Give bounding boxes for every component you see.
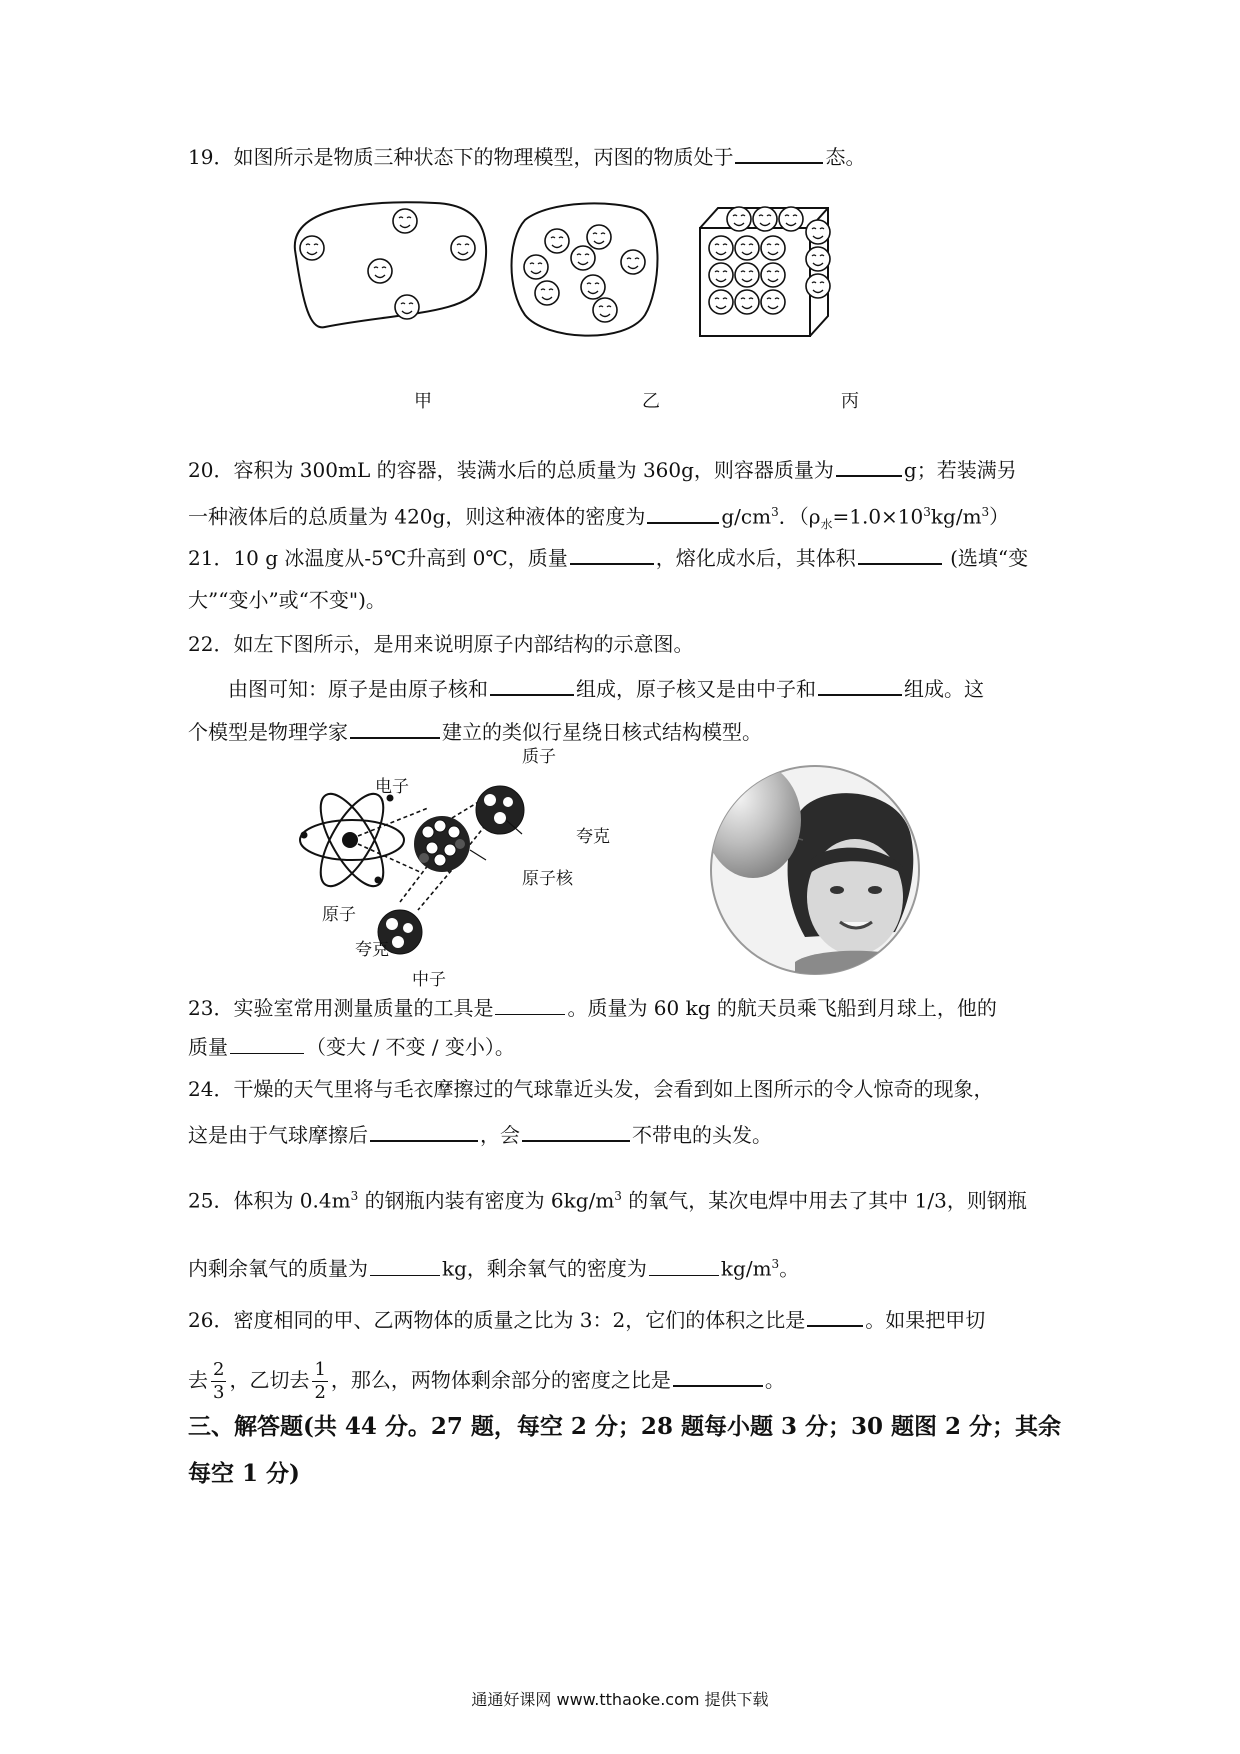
q21-line1 — [188, 543, 1028, 572]
liquid-particle — [535, 281, 559, 305]
label-quark-bottom: 夸克 — [355, 940, 389, 960]
q23-text: （变大 / 不变 / 变小）。 — [306, 1035, 515, 1059]
q26-text: 26．密度相同的甲、乙两物体的质量之比为 3：2，它们的体积之比是 — [188, 1308, 806, 1332]
q20-line1 — [188, 455, 1017, 484]
q20-text: ．（ρ — [778, 504, 821, 529]
frac-denominator: 3 — [213, 1382, 225, 1403]
q21-text: (选填“变 — [943, 546, 1029, 570]
q20-text: =1.0×10 — [832, 504, 924, 529]
q23-text: 23．实验室常用测量质量的工具是 — [188, 996, 494, 1020]
q23-line2 — [188, 1033, 515, 1061]
liquid-particle — [587, 225, 611, 249]
q26-text: 。 — [764, 1368, 785, 1392]
label-atom: 原子 — [322, 905, 356, 925]
q25-sup: 3 — [771, 1257, 780, 1271]
q20-sup: 3 — [981, 505, 990, 519]
q21-blank1 — [570, 543, 654, 565]
q26-text: ，那么，两物体剩余部分的密度之比是 — [330, 1368, 671, 1392]
q22-text: 22．如左下图所示，是用来说明原子内部结构的示意图。 — [188, 632, 694, 656]
q24-line2 — [188, 1120, 772, 1149]
liquid-particle — [524, 255, 548, 279]
q25-text: 内剩余氧气的质量为 — [188, 1256, 368, 1281]
q24-blank1 — [370, 1120, 478, 1142]
liquid-particle — [571, 246, 595, 270]
q26-line1 — [188, 1305, 985, 1334]
q22-blank3 — [350, 717, 440, 739]
q21-blank2 — [858, 543, 942, 565]
fraction-two-thirds — [211, 1359, 226, 1404]
q22-text: 建立的类似行星绕日核式结构模型。 — [442, 720, 762, 744]
q24-text: ，会 — [480, 1123, 520, 1147]
frac-denominator: 2 — [314, 1382, 326, 1403]
q23-text: 。质量为 60 kg 的航天员乘飞船到月球上，他的 — [567, 996, 997, 1020]
liquid-particle — [621, 250, 645, 274]
q20-sub: 水 — [820, 517, 833, 532]
label-jia: 甲 — [414, 391, 432, 412]
q22-text: 由图可知：原子是由原子核和 — [228, 677, 488, 701]
q25-text: 的氧气，某次电焊中用去了其中 1/3，则钢瓶 — [621, 1188, 1027, 1213]
q26-line2 — [188, 1352, 785, 1408]
q20-blank1 — [836, 455, 902, 477]
q20-unit: g/cm — [721, 504, 772, 529]
proton — [476, 786, 524, 834]
q21-text: 大”“变小”或“不变")。 — [188, 588, 386, 612]
q20-sup: 3 — [923, 505, 931, 519]
label-nucleus: 原子核 — [522, 869, 573, 889]
q20-sup: 3 — [771, 505, 779, 519]
q26-text: 去 — [188, 1368, 208, 1392]
balloon-hair-photo — [705, 762, 920, 977]
q19-line — [188, 142, 865, 171]
q23-text: 质量 — [188, 1035, 228, 1059]
q22-text: 个模型是物理学家 — [188, 720, 348, 744]
q25-text: 。 — [779, 1256, 800, 1281]
q20-blank2 — [647, 502, 719, 524]
q22-line3 — [188, 717, 762, 746]
q19-text: 19．如图所示是物质三种状态下的物理模型，丙图的物质处于 — [188, 145, 734, 169]
q20-text: 一种液体后的总质量为 420g，则这种液体的密度为 — [188, 504, 646, 529]
liquid-particle — [545, 229, 569, 253]
label-quark-top: 夸克 — [576, 827, 610, 847]
solid-cube — [700, 207, 830, 336]
q21-line2 — [188, 586, 386, 614]
q19-blank — [735, 142, 823, 164]
q22-text: 组成，原子核又是由中子和 — [576, 677, 816, 701]
q24-text: 不带电的头发。 — [632, 1123, 772, 1147]
frac-numerator: 2 — [213, 1359, 225, 1380]
q25-line2 — [188, 1250, 799, 1283]
section3-heading-line1: 三、解答题(共 44 分。27 题，每空 2 分；28 题每小题 3 分；30 题图 2 分；其余 — [188, 1413, 1062, 1440]
q26-blank1 — [807, 1305, 863, 1327]
q25-text: 的钢瓶内装有密度为 6kg/m — [358, 1188, 615, 1213]
frac-numerator: 1 — [314, 1359, 326, 1380]
gas-particle — [393, 209, 417, 233]
gas-particle — [451, 236, 475, 260]
q24-line1 — [188, 1075, 993, 1103]
q20-text: g；若装满另 — [903, 458, 1017, 482]
q23-blank2 — [230, 1033, 304, 1054]
q25-text: 25．体积为 0.4m — [188, 1188, 351, 1213]
q23-blank1 — [495, 994, 565, 1015]
q23-line1 — [188, 994, 997, 1022]
label-electron: 电子 — [375, 777, 409, 797]
label-yi: 乙 — [642, 391, 660, 412]
q25-blank1 — [370, 1255, 440, 1276]
q21-text: 21．10 g 冰温度从-5℃升高到 0℃，质量 — [188, 546, 568, 570]
page-footer: 通通好课网 www.tthaoke.com 提供下载 — [471, 1690, 769, 1709]
q24-text: 24．干燥的天气里将与毛衣摩擦过的气球靠近头发，会看到如上图所示的令人惊奇的现象， — [188, 1077, 994, 1101]
q25-sup: 3 — [614, 1189, 622, 1203]
q21-text: ，熔化成水后，其体积 — [655, 546, 856, 570]
q22-blank2 — [818, 674, 902, 696]
q20-line2 — [188, 498, 1009, 539]
q22-line1 — [188, 630, 693, 658]
q25-blank2 — [649, 1255, 719, 1276]
fraction-one-half — [312, 1359, 327, 1404]
q19-text-end: 态。 — [825, 145, 866, 169]
q25-unit: kg/m — [720, 1256, 772, 1281]
q25-sup: 3 — [350, 1189, 359, 1203]
q26-text: ，乙切去 — [229, 1368, 310, 1392]
q20-text: kg/m — [930, 504, 982, 529]
q25-text: kg，剩余氧气的密度为 — [442, 1256, 647, 1281]
liquid-particle — [593, 298, 617, 322]
nucleus — [414, 816, 470, 872]
label-proton: 质子 — [522, 747, 556, 767]
states-of-matter-figure — [285, 195, 845, 345]
label-neutron: 中子 — [412, 970, 446, 990]
label-bing: 丙 — [841, 391, 859, 412]
gas-particle — [395, 295, 419, 319]
gas-particle — [300, 236, 324, 260]
q24-blank2 — [522, 1120, 630, 1142]
liquid-particle — [581, 275, 605, 299]
section3-heading-line2: 每空 1 分) — [188, 1460, 300, 1487]
q20-text: 20．容积为 300mL 的容器，装满水后的总质量为 360g，则容器质量为 — [188, 458, 834, 482]
q24-text: 这是由于气球摩擦后 — [188, 1123, 368, 1147]
q26-blank2 — [673, 1365, 763, 1387]
q26-text: 。如果把甲切 — [865, 1308, 986, 1332]
q22-blank1 — [490, 674, 574, 696]
q25-line1 — [188, 1182, 1027, 1215]
q20-text: ） — [989, 504, 1010, 529]
q22-text: 组成。这 — [904, 677, 984, 701]
q22-line2 — [228, 674, 984, 703]
gas-particle — [368, 259, 392, 283]
